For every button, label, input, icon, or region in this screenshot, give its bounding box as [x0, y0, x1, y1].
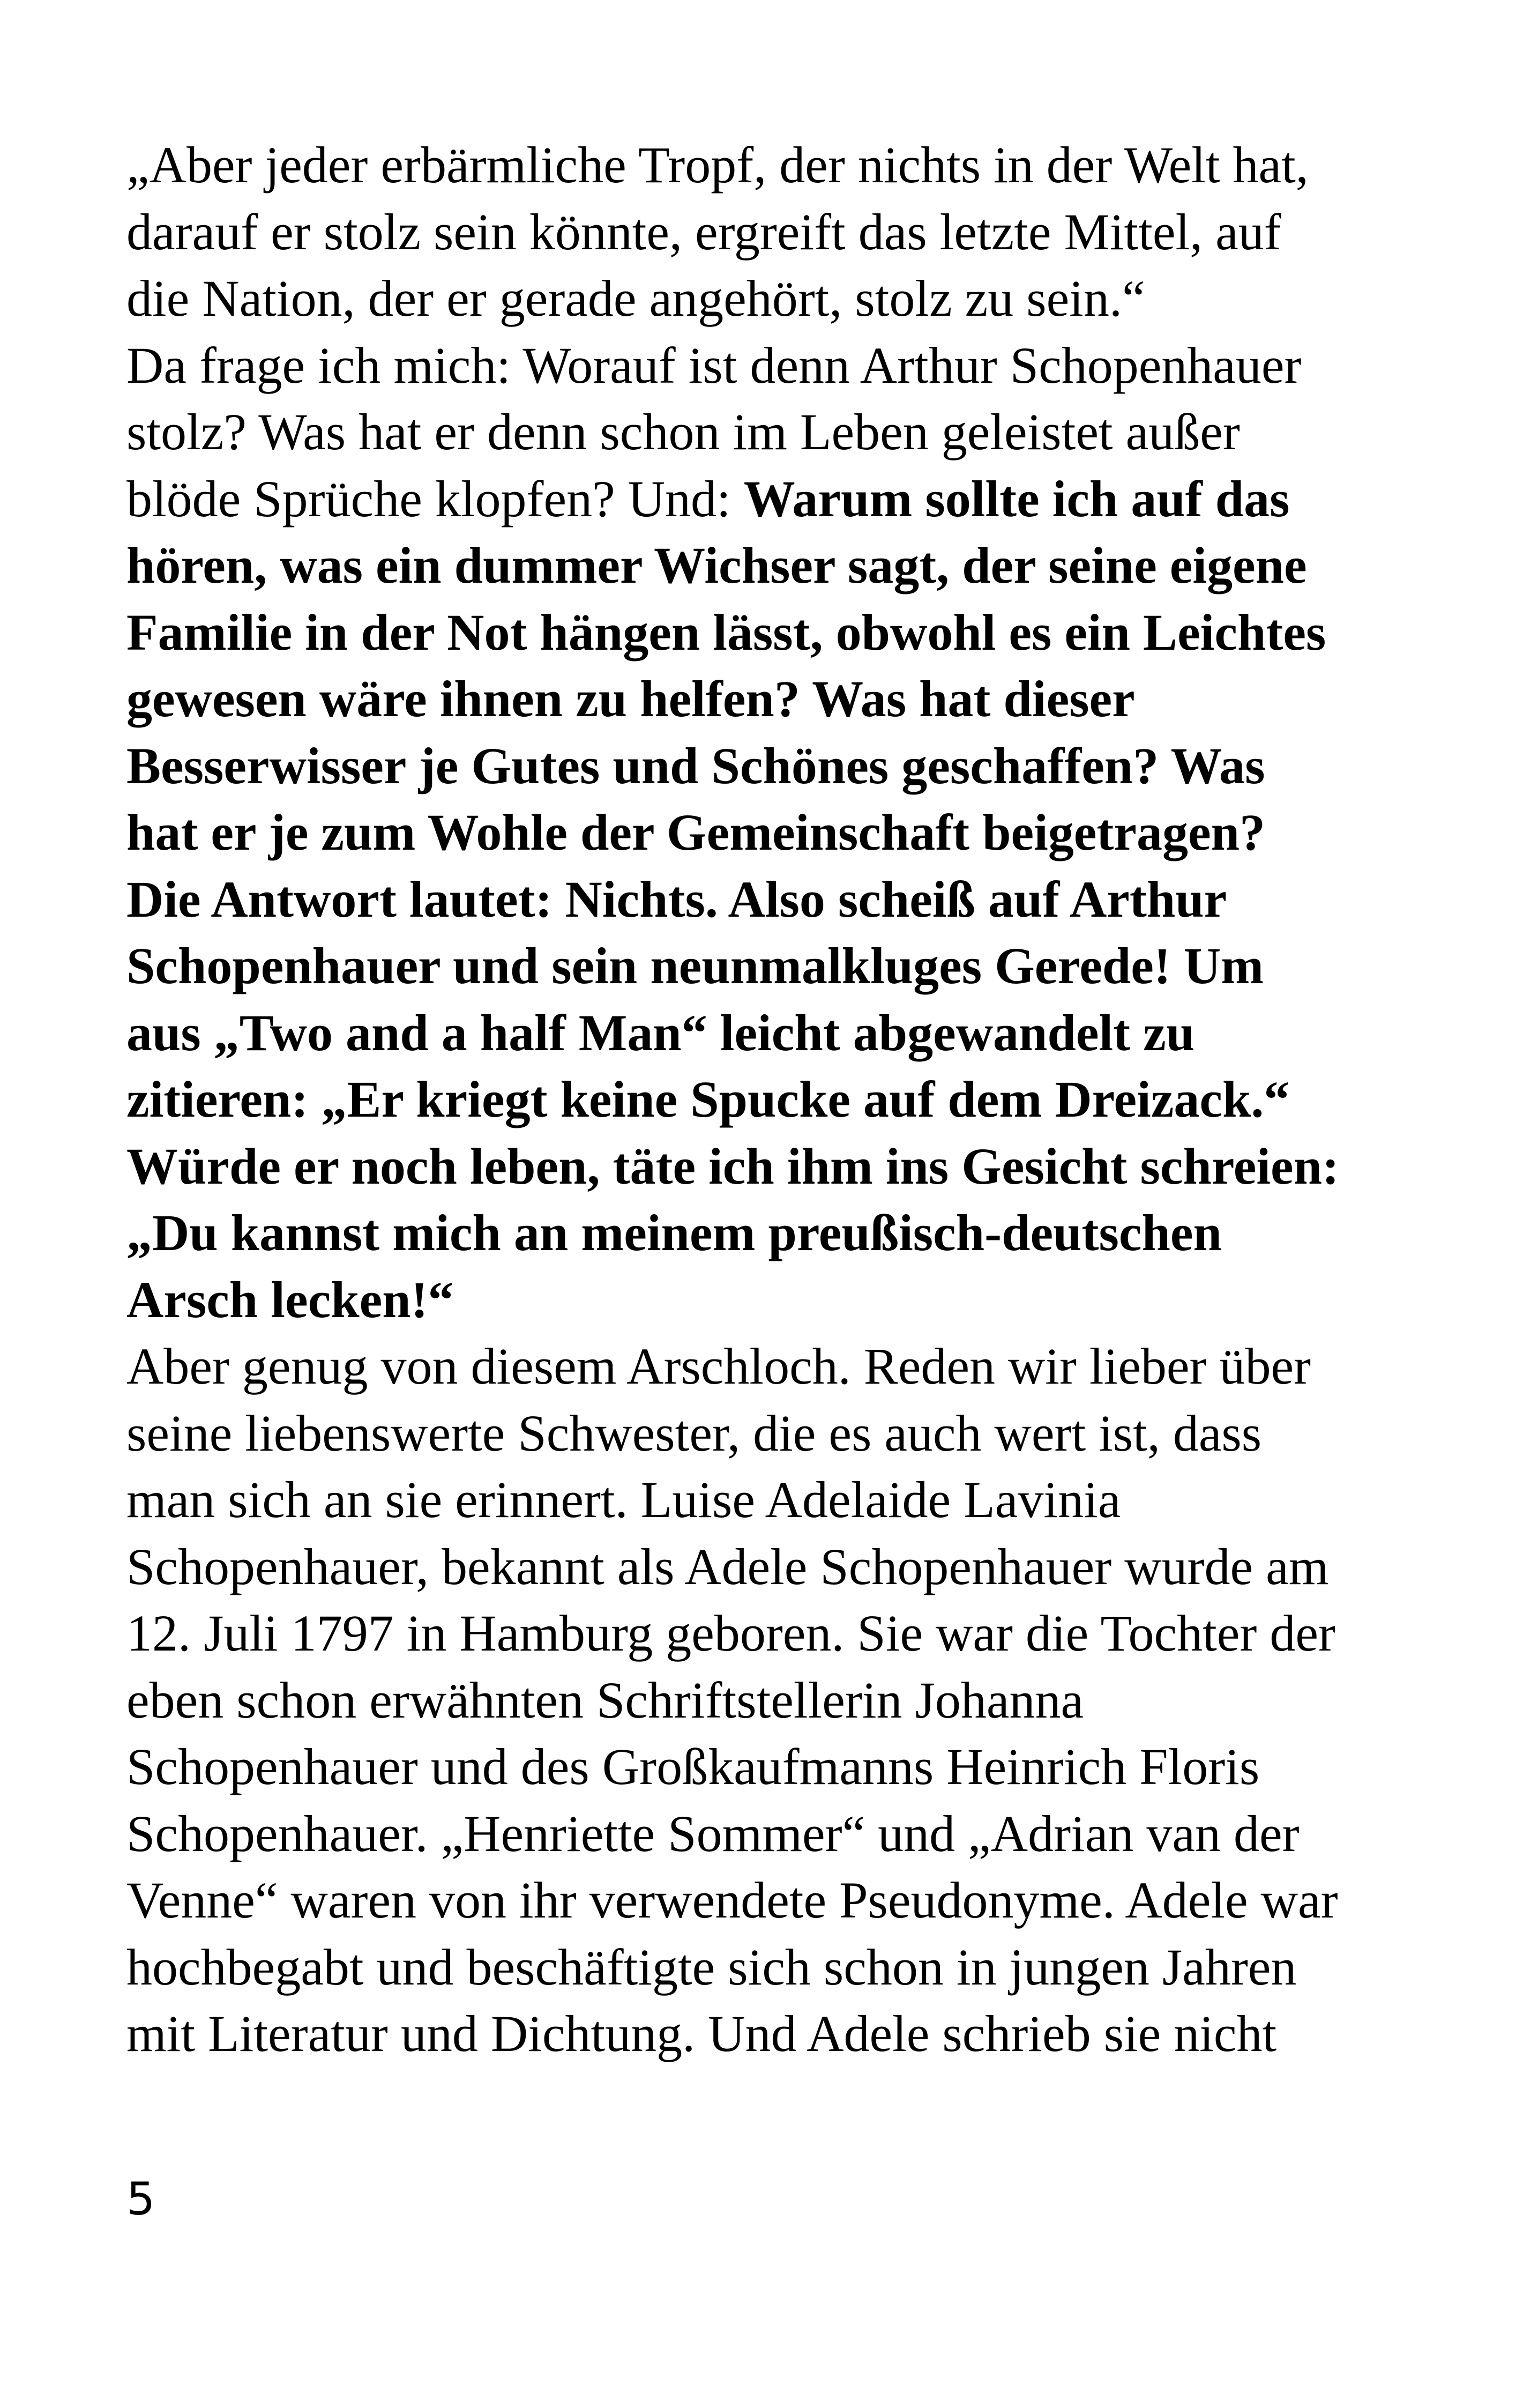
text-line: Venne“ waren von ihr verwendete Pseudonyme. Adele war: [126, 1871, 1338, 1929]
text-line: [126, 466, 1413, 533]
body-text: [126, 132, 1413, 2068]
text-line: hochbegabt und beschäftigte sich schon in jungen Jahren: [126, 1938, 1297, 1996]
bold-text-line: zitieren: „Er kriegt keine Spucke auf dem Dreizack.“: [126, 1071, 1290, 1128]
bold-text-line: hören, was ein dummer Wichser sagt, der seine eigene: [126, 537, 1307, 594]
text-run: blöde Sprüche klopfen? Und:: [126, 470, 744, 527]
text-line: darauf er stolz sein könnte, ergreift das letzte Mittel, auf: [126, 203, 1281, 261]
bold-text-line: Besserwisser je Gutes und Schönes geschaffen? Was: [126, 737, 1265, 794]
bold-text-line: hat er je zum Wohle der Gemeinschaft beigetragen?: [126, 804, 1265, 861]
text-line: seine liebenswerte Schwester, die es auch wert ist, dass: [126, 1404, 1262, 1462]
text-line: stolz? Was hat er denn schon im Leben geleistet außer: [126, 403, 1240, 460]
bold-text-line: Arsch lecken!“: [126, 1270, 454, 1328]
text-line: Schopenhauer, bekannt als Adele Schopenhauer wurde am: [126, 1537, 1329, 1595]
bold-text-line: Würde er noch leben, täte ich ihm ins Gesicht schreien:: [126, 1137, 1339, 1195]
bold-text-line: aus „Two and a half Man“ leicht abgewandelt zu: [126, 1004, 1195, 1061]
text-line: 12. Juli 1797 in Hamburg geboren. Sie war die Tochter der: [126, 1604, 1335, 1662]
text-line: Schopenhauer. „Henriette Sommer“ und „Adrian van der: [126, 1804, 1300, 1862]
bold-text-run: Warum sollte ich auf das: [743, 470, 1290, 527]
text-line: „Aber jeder erbärmliche Tropf, der nichts in der Welt hat,: [126, 136, 1309, 194]
text-line: Schopenhauer und des Großkaufmanns Heinrich Floris: [126, 1738, 1260, 1795]
page-number: 5: [126, 2173, 155, 2225]
text-line: mit Literatur und Dichtung. Und Adele schrieb sie nicht: [126, 2005, 1277, 2062]
bold-text-line: Familie in der Not hängen lässt, obwohl es ein Leichtes: [126, 603, 1326, 661]
bold-text-line: Schopenhauer und sein neunmalkluges Gerede! Um: [126, 937, 1264, 994]
text-line: man sich an sie erinnert. Luise Adelaide Lavinia: [126, 1471, 1121, 1528]
text-line: Da frage ich mich: Worauf ist denn Arthur Schopenhauer: [126, 336, 1302, 394]
text-line: Aber genug von diesem Arschloch. Reden wir lieber über: [126, 1337, 1311, 1395]
bold-text-line: gewesen wäre ihnen zu helfen? Was hat dieser: [126, 670, 1135, 727]
text-line: eben schon erwähnten Schriftstellerin Johanna: [126, 1671, 1084, 1729]
text-line: die Nation, der er gerade angehört, stolz zu sein.“: [126, 270, 1145, 327]
bold-text-line: „Du kannst mich an meinem preußisch-deutschen: [126, 1204, 1222, 1261]
bold-text-line: Die Antwort lautet: Nichts. Also scheiß auf Arthur: [126, 870, 1227, 928]
